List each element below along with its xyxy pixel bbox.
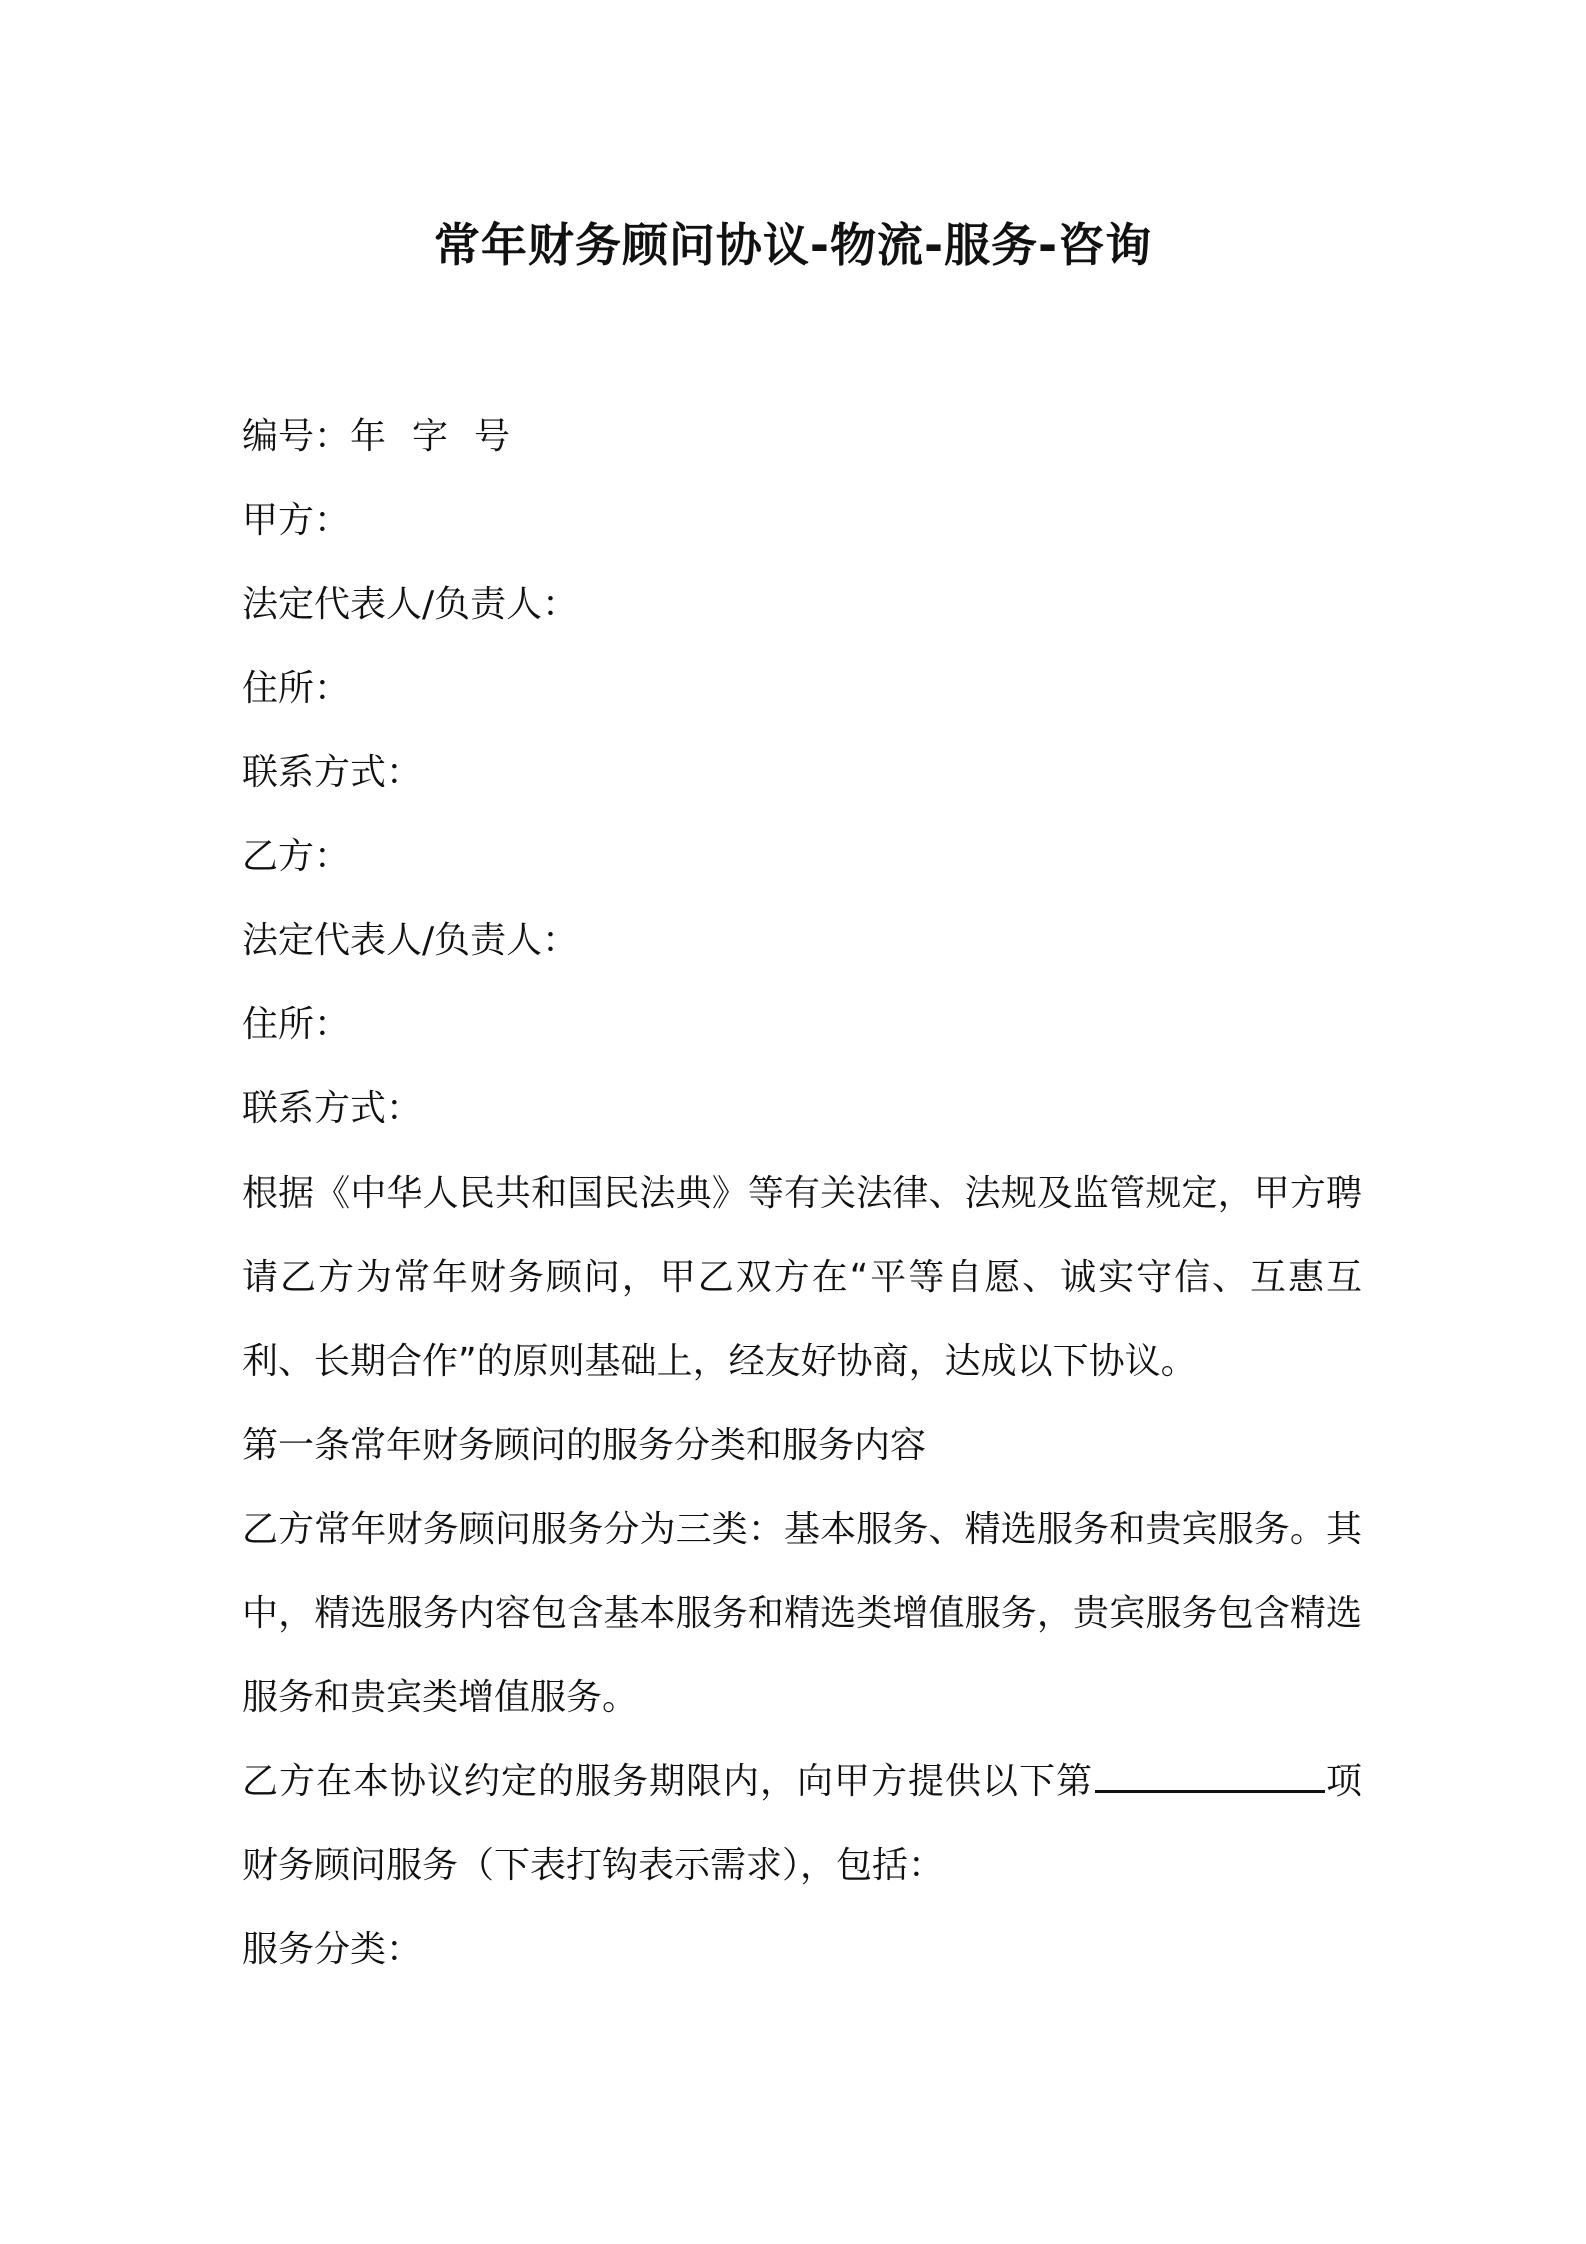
number-no: 号 xyxy=(474,416,511,457)
number-line xyxy=(242,395,1362,479)
party-a-address-line: 住所： xyxy=(242,668,351,709)
party-fields xyxy=(242,395,1362,1151)
party-a-line: 甲方： xyxy=(242,500,351,541)
party-a-rep-line: 法定代表人/负责人： xyxy=(242,584,579,625)
party-b-contact-line: 联系方式： xyxy=(242,1088,423,1129)
party-b-address-line: 住所： xyxy=(242,1004,351,1045)
number-year: 年 xyxy=(350,416,387,457)
article-1-heading: 第一条常年财务顾问的服务分类和服务内容 xyxy=(242,1425,927,1466)
number-char: 字 xyxy=(412,416,449,457)
provide-services-paragraph xyxy=(242,1740,1362,1908)
service-types-paragraph: 乙方常年财务顾问服务分为三类：基本服务、精选服务和贵宾服务。其中，精选服务内容包含基本服务和精选类增值服务，贵宾服务包含精选服务和贵宾类增值服务。 xyxy=(242,1509,1362,1718)
provide-prefix: 乙方在本协议约定的服务期限内，向甲方提供以下第 xyxy=(242,1761,1093,1802)
party-b-line: 乙方： xyxy=(242,836,351,877)
item-number-blank xyxy=(1095,1760,1325,1793)
service-category-label: 服务分类： xyxy=(242,1929,423,1970)
number-label: 编号： xyxy=(242,416,351,457)
intro-paragraph: 根据《中华人民共和国民法典》等有关法律、法规及监管规定，甲方聘请乙方为常年财务顾问，甲乙双方在“平等自愿、诚实守信、互惠互利、长期合作”的原则基础上，经友好协商，达成以下协议。 xyxy=(242,1173,1362,1382)
document-title: 常年财务顾问协议-物流-服务-咨询 xyxy=(433,218,1153,272)
party-b-rep-line: 法定代表人/负责人： xyxy=(242,920,579,961)
provide-suffix: 项财务顾问服务（下表打钩表示需求），包括： xyxy=(242,1761,1362,1886)
party-a-contact-line: 联系方式： xyxy=(242,752,423,793)
agreement-body xyxy=(242,1152,1362,1992)
